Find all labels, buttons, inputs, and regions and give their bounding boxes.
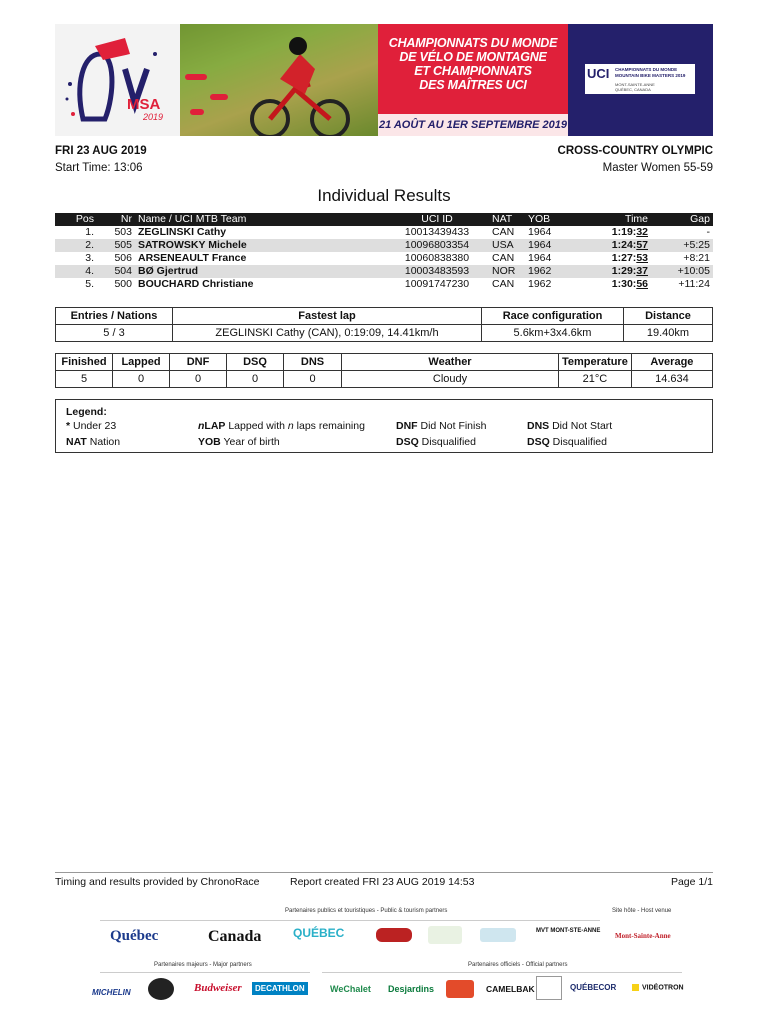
mont-sainte-anne-logo: Mont-Sainte-Anne xyxy=(615,932,671,940)
col-gap: Gap xyxy=(651,213,713,226)
banner-date: 21 AOÛT AU 1ER SEPTEMBRE 2019 xyxy=(378,114,568,136)
partner-badge-icon xyxy=(480,928,516,942)
public-partners-title: Partenaires publics et touristiques - Public & tourism partners xyxy=(285,908,448,914)
logo-year: 2019 xyxy=(143,112,164,122)
host-venue-title: Site hôte - Host venue xyxy=(612,908,672,914)
quebec-tourism-logo: QUÉBEC xyxy=(293,926,345,940)
banner-title: CHAMPIONNATS DU MONDE DE VÉLO DE MONTAGNE ET CHAMPIONNATS DES MAÎTRES UCI xyxy=(388,36,558,92)
videotron-logo: VIDÉOTRON xyxy=(632,984,684,991)
results-table xyxy=(55,213,713,291)
camelbak-logo: CAMELBAK xyxy=(486,984,535,994)
legend-item: * Under 23 xyxy=(66,420,117,432)
legend-item: DNS Did Not Start xyxy=(527,420,613,432)
table-row: 4. 504 BØ Gjertrud 10003483593 NOR 1962 1:29:37 +10:05 xyxy=(55,265,713,278)
legend-item: DSQ Disqualified xyxy=(396,436,476,448)
partner-badge-icon xyxy=(376,928,412,942)
msa-logo xyxy=(55,24,180,136)
start-time: Start Time: 13:06 xyxy=(55,162,143,174)
budweiser-logo: Budweiser xyxy=(194,982,242,994)
event-banner xyxy=(55,24,713,136)
uci-logo: UCI CHAMPIONNATS DU MONDE MOUNTAIN BIKE MASTERS 2019 MONT-SAINTE-ANNE QUÉBEC, CANADA xyxy=(585,64,695,94)
status-summary-header: Finished Lapped DNF DSQ DNS Weather Temperature Average xyxy=(56,354,713,371)
wechalet-logo: WeChalet xyxy=(330,984,371,994)
table-row: 1. 503 ZEGLINSKI Cathy 10013439433 CAN 1964 1:19:32 - xyxy=(85,226,710,238)
col-time: Time xyxy=(585,213,651,226)
mvt-logo: MVT MONT-STE-ANNE xyxy=(536,928,601,934)
table-row: 5. 500 BOUCHARD Christiane 10091747230 CAN 1962 1:30:56 +11:24 xyxy=(85,278,710,290)
banner-photo xyxy=(180,24,378,136)
desjardins-logo: Desjardins xyxy=(388,984,435,994)
canada-logo: Canada xyxy=(208,928,262,945)
page-title: Individual Results xyxy=(317,186,451,205)
michelin-logo: MICHELIN xyxy=(92,988,131,997)
results-header-row xyxy=(55,213,713,226)
status-summary-table xyxy=(55,353,713,388)
col-nr: Nr xyxy=(97,213,135,226)
uci-panel xyxy=(568,24,713,136)
legend-box xyxy=(55,399,713,453)
quebec-logo: Québec xyxy=(110,928,159,944)
major-partners-title: Partenaires majeurs - Major partners xyxy=(154,962,252,968)
discipline: CROSS-COUNTRY OLYMPIC xyxy=(557,145,713,157)
race-date: FRI 23 AUG 2019 xyxy=(55,145,147,157)
legend-item: nLAP Lapped with n laps remaining xyxy=(198,420,365,432)
legend-item: YOB Year of birth xyxy=(198,436,280,448)
partner-badge-icon xyxy=(428,926,462,944)
col-uci-id: UCI ID xyxy=(385,213,489,226)
banner-title-panel xyxy=(378,24,568,136)
page-number: Page 1/1 xyxy=(670,876,713,888)
legend-item: DSQ Disqualified xyxy=(527,436,607,448)
race-summary-header: Entries / Nations Fastest lap Race configuration Distance xyxy=(56,308,713,325)
videotron-icon xyxy=(632,984,639,991)
quebecor-logo: QUÉBECOR xyxy=(570,983,617,992)
legend-title: Legend: xyxy=(66,406,107,418)
race-summary-table xyxy=(55,307,713,342)
legend-item: DNF Did Not Finish xyxy=(396,420,487,432)
partner-badge-icon xyxy=(148,978,174,1000)
col-name: Name / UCI MTB Team xyxy=(135,213,385,226)
race-summary-values: 5 / 3 ZEGLINSKI Cathy (CAN), 0:19:09, 14.41km/h 5.6km+3x4.6km 19.40km xyxy=(56,325,713,342)
col-yob: YOB xyxy=(525,213,585,226)
official-partners-title: Partenaires officiels - Official partners xyxy=(468,962,568,968)
col-pos: Pos xyxy=(55,213,97,226)
logo-text: MSA xyxy=(127,96,161,113)
table-row: 3. 506 ARSENEAULT France 10060838380 CAN 1964 1:27:53 +8:21 xyxy=(85,252,710,264)
col-nat: NAT xyxy=(489,213,525,226)
report-created: Report created FRI 23 AUG 2019 14:53 xyxy=(290,876,475,888)
status-summary-values: 5 0 0 0 0 Cloudy 21°C 14.634 xyxy=(56,371,713,388)
category: Master Women 55-59 xyxy=(602,162,713,174)
footer-divider xyxy=(55,872,713,873)
partner-badge-icon xyxy=(536,976,562,1000)
table-row: 2. 505 SATROWSKY Michele 10096803354 USA 1964 1:24:57 +5:25 xyxy=(55,239,713,252)
decathlon-logo: DECATHLON xyxy=(252,982,308,995)
timing-provider: Timing and results provided by ChronoRace xyxy=(55,876,260,888)
partner-badge-icon xyxy=(446,980,474,998)
legend-item: NAT Nation xyxy=(66,436,121,448)
partners-strip xyxy=(90,900,690,1010)
